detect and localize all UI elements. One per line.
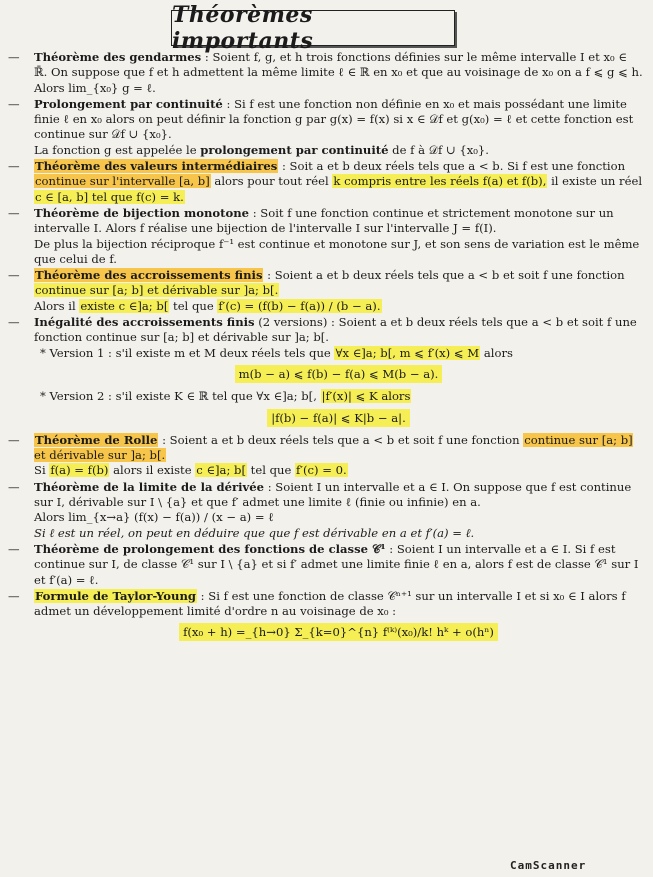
highlight: c ∈]a; b[ [196, 463, 246, 478]
version-2: * Version 2 : s'il existe K ∈ ℝ tel que ∀x ∈]a; b[, [40, 389, 321, 404]
formula-text: f(x₀ + h) =_{h→0} Σ_{k=0}^{n} f⁽ᵏ⁾(x₀)/k! hᵏ + o(hⁿ) [179, 623, 498, 641]
theorem-name: Théorème de prolongement des fonctions de classe 𝒞¹ [34, 541, 386, 556]
theorem-name: Inégalité des accroissements finis [34, 315, 255, 330]
theorem-text: : Soient f, g, et h trois fonctions définies sur le même intervalle I et x₀ ∈ ℝ̄. On suppose que f et h admettent la même limite ℓ ∈ ℝ en x₀ et que au voisinage de x₀ on a f ⩽ g ⩽ h. Alors lim_{x₀} g = ℓ. [34, 50, 643, 95]
theorem-note: Si ℓ est un réel, on peut en déduire que que f est dérivable en a et f′(a) = ℓ. [34, 525, 475, 540]
formula [34, 625, 643, 640]
theorem-extra: La fonction g est appelée le [34, 142, 201, 157]
list-item [8, 268, 643, 314]
theorem-text: Alors il [34, 298, 80, 313]
theorem-text: : Si f est une fonction de classe 𝒞ⁿ⁺¹ sur un intervalle I et si x₀ ∈ I alors f admet un développement limité d'ordre n au voisinage de x₀ : [34, 588, 626, 619]
list-item [8, 542, 643, 588]
list-item [8, 50, 643, 96]
formula [34, 411, 643, 426]
formula-text: m(b − a) ⩽ f(b) − f(a) ⩽ M(b − a). [235, 365, 443, 383]
theorem-name: Formule de Taylor-Young [35, 588, 196, 603]
dash-bullet: — [8, 588, 20, 603]
theorem-name: Théorème des valeurs intermédiaires [35, 159, 278, 174]
theorem-text: : Soit f une fonction continue et strictement monotone sur un intervalle I. Alors f réalise une bijection de l'intervalle I sur l'intervalle J = f(I). [34, 205, 614, 236]
theorem-text: alors pour tout réel [210, 174, 333, 189]
theorem-name: Prolongement par continuité [34, 96, 223, 111]
theorem-list [8, 50, 643, 648]
highlight: c ∈ [a, b] tel que f(c) = k. [35, 189, 184, 204]
dash-bullet: — [8, 96, 20, 111]
theorem-text: il existe un réel [547, 174, 643, 189]
formula-text: |f(b) − f(a)| ⩽ K|b − a|. [267, 409, 410, 427]
theorem-text: tel que [247, 463, 296, 478]
highlight: continue sur [a; b] et dérivable sur ]a; b[. [34, 432, 633, 463]
theorem-name: Théorème de la limite de la dérivée [34, 479, 265, 494]
dash-bullet: — [8, 315, 20, 330]
theorem-name: Théorème des gendarmes [34, 50, 202, 64]
dash-bullet: — [8, 159, 20, 174]
version-1-post: alors [480, 345, 513, 360]
highlight: |f′(x)| ⩽ K alors [321, 389, 411, 404]
version-1: * Version 1 : s'il existe m et M deux réels tels que [40, 345, 335, 360]
theorem-name: Théorème de bijection monotone [34, 205, 250, 220]
dash-bullet: — [8, 432, 20, 447]
dash-bullet: — [8, 50, 20, 64]
highlight: f(a) = f(b) [50, 463, 109, 478]
theorem-text: Si [34, 463, 50, 478]
scanner-watermark: CamScanner [510, 859, 587, 872]
dash-bullet: — [8, 541, 20, 556]
page-title: Théorèmes importants [171, 10, 455, 46]
highlight: continue sur [a; b] et dérivable sur ]a; b[. [35, 283, 279, 298]
theorem-name: Théorème des accroissements finis [35, 268, 263, 283]
highlight: f′(c) = (f(b) − f(a)) / (b − a). [218, 298, 381, 313]
list-item [8, 159, 643, 205]
theorem-extra: De plus la bijection réciproque f⁻¹ est continue et monotone sur J, et son sens de variation est le même que celui de f. [34, 236, 640, 266]
highlight: k compris entre les réels f(a) et f(b), [333, 174, 547, 189]
theorem-extra: de f à 𝒟f ∪ {x₀}. [388, 142, 489, 157]
theorem-text: : Soient a et b deux réels tels que a < b et soit f une fonction [158, 432, 524, 447]
list-item [8, 589, 643, 641]
highlight: ∀x ∈]a; b[, m ⩽ f′(x) ⩽ M [335, 345, 480, 360]
highlight: continue sur l'intervalle [a, b] [35, 174, 210, 189]
theorem-name: Théorème de Rolle [35, 432, 158, 447]
theorem-extra-bold: prolongement par continuité [200, 142, 389, 157]
list-item [8, 480, 643, 541]
theorem-text: (2 versions) : Soient a et b deux réels tels que a < b et soit f une fonction continue sur [a; b] et dérivable sur ]a; b[. [34, 315, 637, 345]
list-item [8, 315, 643, 426]
theorem-text: : Soient I un intervalle et a ∈ I. On suppose que f est continue sur I, dérivable sur I \ {a} et que f′ admet une limite ℓ (finie ou infinie) en a. [34, 479, 632, 510]
formula [34, 367, 643, 382]
theorem-text: alors il existe [109, 463, 196, 478]
dash-bullet: — [8, 205, 20, 220]
theorem-text: : Soient I un intervalle et a ∈ I. Si f est continue sur I, de classe 𝒞¹ sur I \ {a} et si f′ admet une limite finie ℓ en a, alors f est de classe 𝒞¹ sur I et f′(a) = ℓ. [34, 541, 639, 587]
theorem-text: : Soit a et b deux réels tels que a < b. Si f est une fonction [278, 159, 626, 174]
theorem-text: : Si f est une fonction non définie en x₀ et mais possédant une limite finie ℓ en x₀ alors on peut définir la fonction g par g(x) = f(x) si x ∈ 𝒟f et g(x₀) = ℓ et cette fonction est continue sur 𝒟f ∪ {x₀}. [34, 96, 634, 142]
dash-bullet: — [8, 268, 20, 283]
formula-text: Alors lim_{x→a} (f(x) − f(a)) / (x − a) = ℓ [34, 510, 274, 525]
dash-bullet: — [8, 479, 20, 494]
list-item [8, 433, 643, 479]
list-item [8, 206, 643, 267]
list-item [8, 97, 643, 158]
theorem-text: tel que [169, 298, 218, 313]
theorem-text: : Soient a et b deux réels tels que a < b et soit f une fonction [263, 268, 625, 283]
highlight: f′(c) = 0. [296, 463, 347, 478]
highlight: existe c ∈]a; b[ [80, 298, 169, 313]
